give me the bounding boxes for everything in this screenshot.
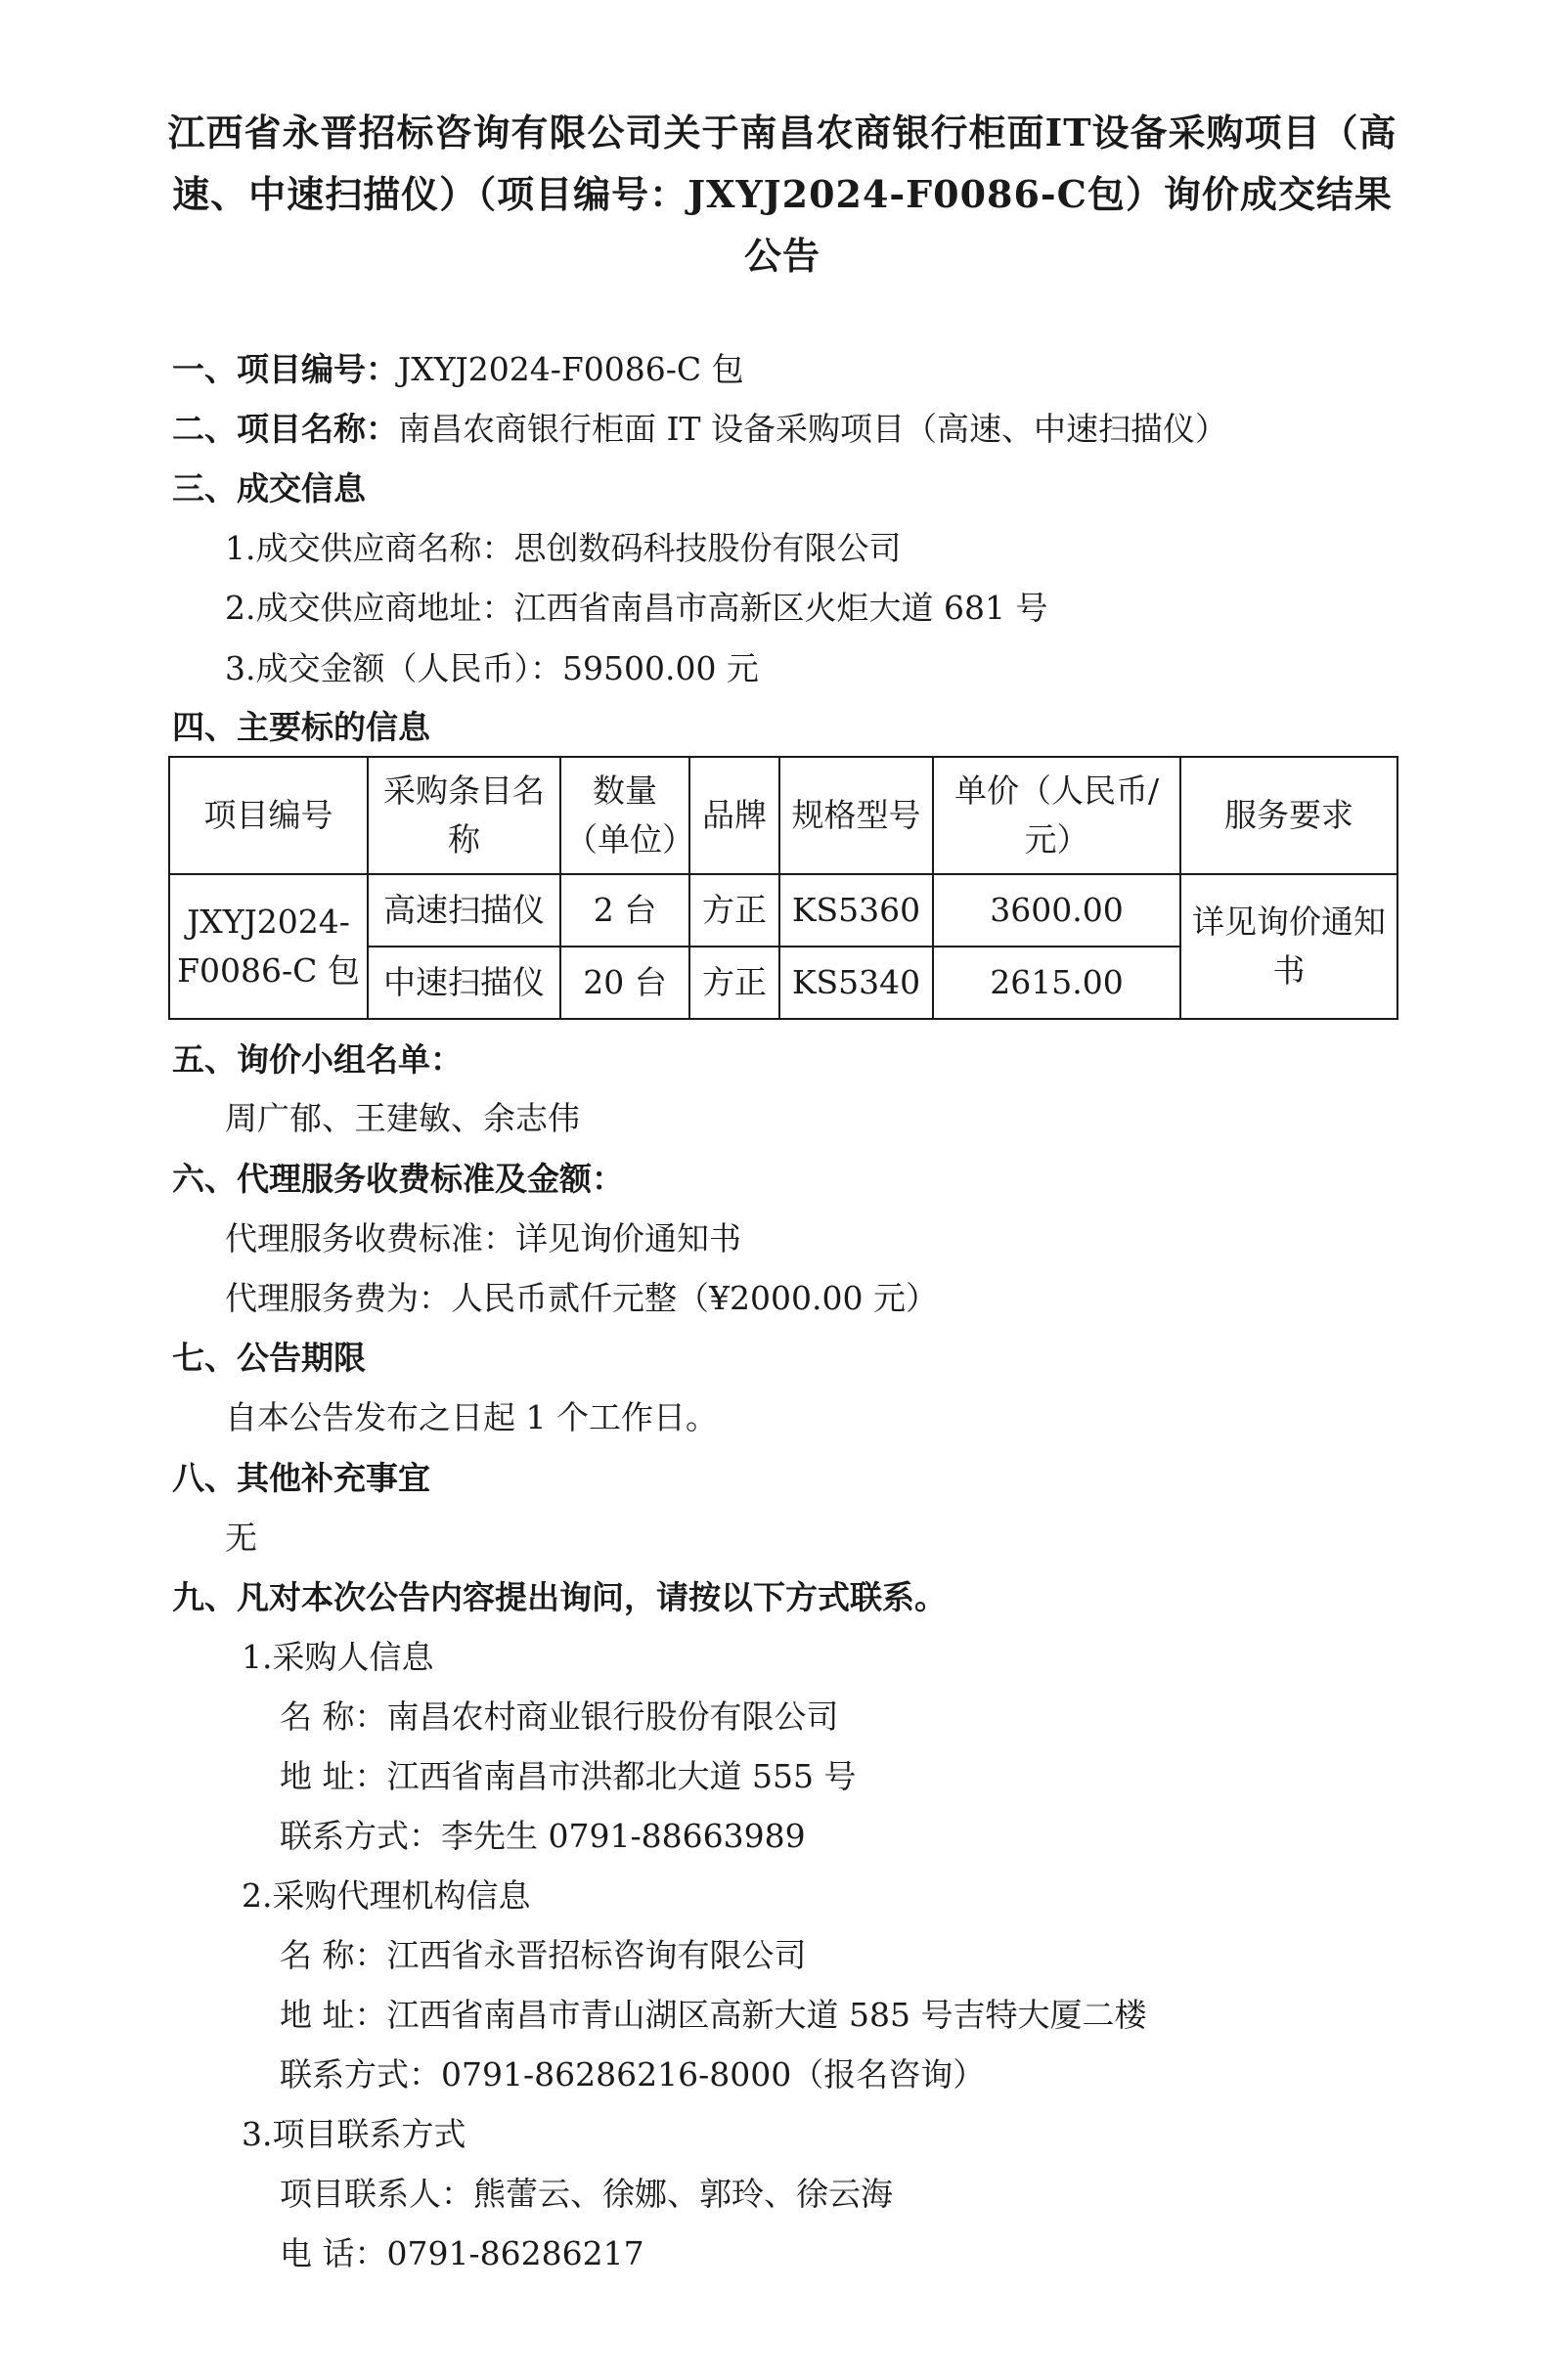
- deal-supplier-address: 2.成交供应商地址：江西省南昌市高新区火炬大道 681 号: [225, 589, 1048, 627]
- table-header-cell: 单价（人民币/元）: [933, 757, 1180, 874]
- section-heading-other: 八、其他补充事宜: [172, 1459, 430, 1497]
- section-heading-agency-fee: 六、代理服务收费标准及金额：: [172, 1160, 624, 1198]
- section-heading-panel: 五、询价小组名单：: [172, 1040, 463, 1079]
- items-table: [168, 756, 1398, 1020]
- agency-fee-standard: 代理服务收费标准：详见询价通知书: [225, 1219, 741, 1257]
- agency-address: 地 址：江西省南昌市青山湖区高新大道 585 号吉特大厦二楼: [280, 1996, 1147, 2034]
- agency-fee-amount: 代理服务费为：人民币贰仟元整（¥2000.00 元）: [225, 1279, 938, 1317]
- project-contact-people: 项目联系人：熊蕾云、徐娜、郭玲、徐云海: [280, 2175, 893, 2213]
- table-cell-name: 中速扫描仪: [368, 947, 560, 1019]
- table-row: [169, 874, 1397, 947]
- table-header-cell: 服务要求: [1180, 757, 1397, 874]
- project-contact-label: 3.项目联系方式: [242, 2115, 466, 2153]
- table-header-cell: 采购条目名称: [368, 757, 560, 874]
- table-cell-service: 详见询价通知书: [1180, 874, 1397, 1019]
- table-cell-name: 高速扫描仪: [368, 874, 560, 947]
- table-header-cell: 规格型号: [779, 757, 933, 874]
- table-cell-brand: 方正: [689, 874, 779, 947]
- section-value: 南昌农商银行柜面 IT 设备采购项目（高速、中速扫描仪）: [398, 410, 1228, 448]
- panel-members: 周广郁、王建敏、余志伟: [225, 1099, 580, 1137]
- agency-contact: 联系方式：0791-86286216-8000（报名咨询）: [280, 2055, 986, 2094]
- table-cell-brand: 方正: [689, 947, 779, 1019]
- other-info: 无: [225, 1519, 257, 1557]
- table-cell-model: KS5360: [779, 874, 933, 947]
- table-cell-qty: 2 台: [560, 874, 689, 947]
- page-title: 江西省永晋招标咨询有限公司关于南昌农商银行柜面IT设备采购项目（高速、中速扫描仪）（项目编号：JXYJ2024-F0086-C包）询价成交结果公告: [167, 110, 1397, 278]
- table-header-row: [169, 757, 1397, 874]
- section-heading-contact: 九、凡对本次公告内容提出询问，请按以下方式联系。: [172, 1578, 947, 1616]
- section-heading-notice-period: 七、公告期限: [172, 1339, 366, 1377]
- table-cell-price: 3600.00: [933, 874, 1180, 947]
- table-cell-price: 2615.00: [933, 947, 1180, 1019]
- section-project-name: [172, 408, 1227, 451]
- deal-amount: 3.成交金额（人民币）：59500.00 元: [225, 649, 759, 687]
- section-heading-deal-info: 三、成交信息: [172, 469, 366, 507]
- section-heading: 二、项目名称：: [172, 410, 398, 448]
- table-cell-project-no: JXYJ2024-F0086-C 包: [169, 874, 368, 1019]
- notice-period: 自本公告发布之日起 1 个工作日。: [225, 1398, 718, 1436]
- section-heading-main-items: 四、主要标的信息: [172, 708, 430, 746]
- table-cell-qty: 20 台: [560, 947, 689, 1019]
- project-contact-phone: 电 话：0791-86286217: [280, 2234, 644, 2272]
- agency-label: 2.采购代理机构信息: [242, 1876, 531, 1915]
- table-cell-model: KS5340: [779, 947, 933, 1019]
- table-header-cell: 品牌: [689, 757, 779, 874]
- section-project-number: [172, 348, 744, 391]
- purchaser-contact: 联系方式：李先生 0791-88663989: [280, 1817, 806, 1855]
- table-header-cell: 数量（单位）: [560, 757, 689, 874]
- table-header-cell: 项目编号: [169, 757, 368, 874]
- agency-name: 名 称：江西省永晋招标咨询有限公司: [280, 1936, 807, 1974]
- purchaser-label: 1.采购人信息: [242, 1638, 434, 1676]
- purchaser-address: 地 址：江西省南昌市洪都北大道 555 号: [280, 1757, 857, 1795]
- section-value: JXYJ2024-F0086-C 包: [398, 350, 744, 388]
- section-heading: 一、项目编号：: [172, 350, 398, 388]
- deal-supplier-name: 1.成交供应商名称：思创数码科技股份有限公司: [225, 529, 902, 567]
- purchaser-name: 名 称：南昌农村商业银行股份有限公司: [280, 1697, 839, 1736]
